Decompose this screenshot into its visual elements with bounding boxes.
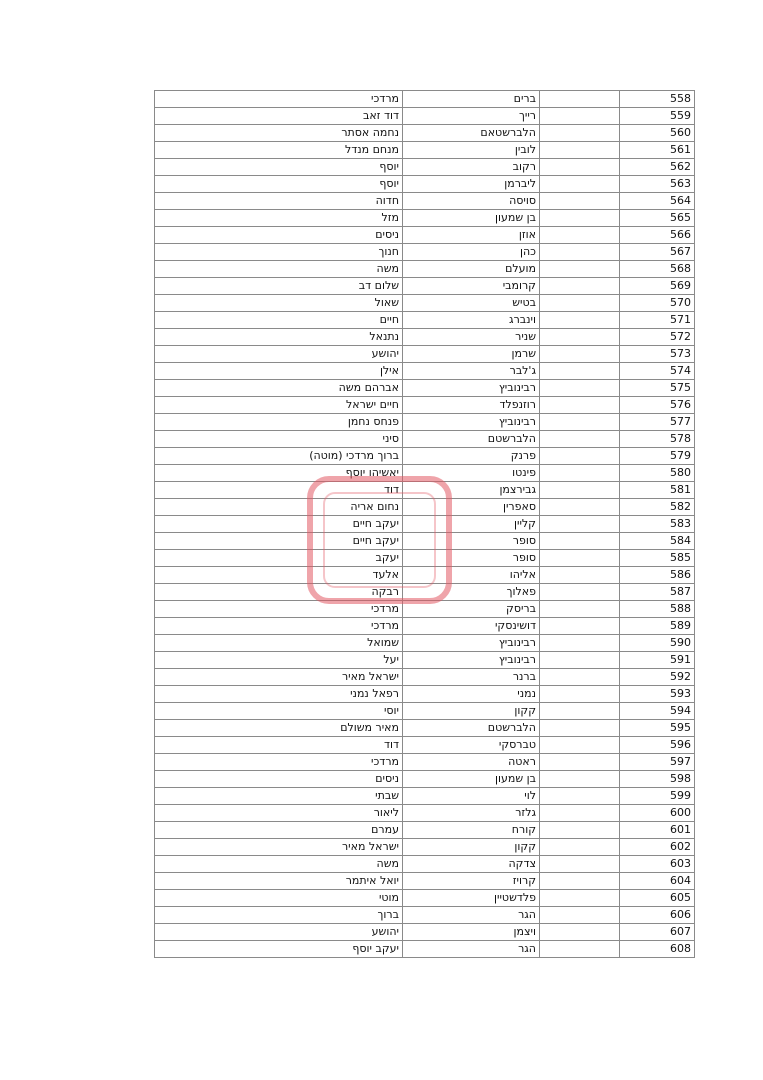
first-name-cell: ליאור (155, 805, 403, 822)
empty-cell (540, 567, 620, 584)
row-number-cell: 593 (620, 686, 695, 703)
empty-cell (540, 771, 620, 788)
table-row (155, 669, 695, 686)
row-number-cell: 587 (620, 584, 695, 601)
row-number-cell: 558 (620, 91, 695, 108)
row-number-cell: 602 (620, 839, 695, 856)
table-row (155, 380, 695, 397)
last-name-cell: רבינוביץ (403, 380, 540, 397)
row-number-cell: 571 (620, 312, 695, 329)
last-name-cell: מועלם (403, 261, 540, 278)
first-name-cell: יעל (155, 652, 403, 669)
last-name-cell: כהן (403, 244, 540, 261)
first-name-cell: מנחם מנדל (155, 142, 403, 159)
first-name-cell: מאיר משולם (155, 720, 403, 737)
table-row (155, 822, 695, 839)
empty-cell (540, 499, 620, 516)
row-number-cell: 597 (620, 754, 695, 771)
table-row (155, 601, 695, 618)
row-number-cell: 562 (620, 159, 695, 176)
last-name-cell: סויסה (403, 193, 540, 210)
last-name-cell: גלזר (403, 805, 540, 822)
first-name-cell: ישראל מאיר (155, 669, 403, 686)
empty-cell (540, 363, 620, 380)
row-number-cell: 601 (620, 822, 695, 839)
first-name-cell: יעקב חיים (155, 516, 403, 533)
empty-cell (540, 176, 620, 193)
empty-cell (540, 108, 620, 125)
row-number-cell: 596 (620, 737, 695, 754)
last-name-cell: ברנר (403, 669, 540, 686)
first-name-cell: שמואל (155, 635, 403, 652)
last-name-cell: פינטו (403, 465, 540, 482)
last-name-cell: נמני (403, 686, 540, 703)
row-number-cell: 565 (620, 210, 695, 227)
table-row (155, 567, 695, 584)
table-row (155, 941, 695, 958)
last-name-cell: קקון (403, 839, 540, 856)
last-name-cell: גבירצמן (403, 482, 540, 499)
last-name-cell: סאפרין (403, 499, 540, 516)
empty-cell (540, 890, 620, 907)
table-row (155, 159, 695, 176)
table-row (155, 686, 695, 703)
table-row (155, 261, 695, 278)
first-name-cell: מרדכי (155, 618, 403, 635)
empty-cell (540, 125, 620, 142)
last-name-cell: לובין (403, 142, 540, 159)
row-number-cell: 568 (620, 261, 695, 278)
table-row (155, 312, 695, 329)
first-name-cell: יהושע (155, 346, 403, 363)
first-name-cell: מרדכי (155, 601, 403, 618)
row-number-cell: 585 (620, 550, 695, 567)
table-row (155, 907, 695, 924)
last-name-cell: בן שמעון (403, 210, 540, 227)
table-row (155, 346, 695, 363)
table-row (155, 635, 695, 652)
empty-cell (540, 669, 620, 686)
table-row (155, 108, 695, 125)
row-number-cell: 561 (620, 142, 695, 159)
last-name-cell: סופר (403, 550, 540, 567)
first-name-cell: נחום אריה (155, 499, 403, 516)
table-row (155, 448, 695, 465)
row-number-cell: 604 (620, 873, 695, 890)
table-row (155, 227, 695, 244)
row-number-cell: 603 (620, 856, 695, 873)
first-name-cell: חנוך (155, 244, 403, 261)
first-name-cell: נחמה אסתר (155, 125, 403, 142)
last-name-cell: טברסקי (403, 737, 540, 754)
first-name-cell: פנחס נחמן (155, 414, 403, 431)
first-name-cell: מרדכי (155, 754, 403, 771)
first-name-cell: ניסים (155, 227, 403, 244)
last-name-cell: שניר (403, 329, 540, 346)
last-name-cell: הלברשטם (403, 720, 540, 737)
table-row (155, 771, 695, 788)
table-row (155, 533, 695, 550)
last-name-cell: ליברמן (403, 176, 540, 193)
table-row (155, 584, 695, 601)
empty-cell (540, 91, 620, 108)
last-name-cell: רבינוביץ (403, 414, 540, 431)
first-name-cell: אלעד (155, 567, 403, 584)
empty-cell (540, 822, 620, 839)
last-name-cell: ויצמן (403, 924, 540, 941)
empty-cell (540, 584, 620, 601)
table-row (155, 176, 695, 193)
first-name-cell: שבתי (155, 788, 403, 805)
table-row (155, 193, 695, 210)
first-name-cell: יעקב יוסף (155, 941, 403, 958)
last-name-cell: קקון (403, 703, 540, 720)
last-name-cell: רקוב (403, 159, 540, 176)
first-name-cell: יוסף (155, 176, 403, 193)
last-name-cell: קליין (403, 516, 540, 533)
row-number-cell: 579 (620, 448, 695, 465)
first-name-cell: מרדכי (155, 91, 403, 108)
empty-cell (540, 295, 620, 312)
table-row (155, 890, 695, 907)
table-row (155, 703, 695, 720)
first-name-cell: יוסף (155, 159, 403, 176)
row-number-cell: 576 (620, 397, 695, 414)
row-number-cell: 589 (620, 618, 695, 635)
first-name-cell: חיים (155, 312, 403, 329)
empty-cell (540, 244, 620, 261)
empty-cell (540, 312, 620, 329)
row-number-cell: 564 (620, 193, 695, 210)
empty-cell (540, 346, 620, 363)
row-number-cell: 600 (620, 805, 695, 822)
row-number-cell: 586 (620, 567, 695, 584)
last-name-cell: רבינוביץ (403, 635, 540, 652)
empty-cell (540, 329, 620, 346)
first-name-cell: יואל איתמר (155, 873, 403, 890)
last-name-cell: צדקה (403, 856, 540, 873)
table-row (155, 397, 695, 414)
row-number-cell: 608 (620, 941, 695, 958)
row-number-cell: 595 (620, 720, 695, 737)
empty-cell (540, 533, 620, 550)
empty-cell (540, 465, 620, 482)
table-row (155, 550, 695, 567)
empty-cell (540, 686, 620, 703)
row-number-cell: 588 (620, 601, 695, 618)
first-name-cell: עמרם (155, 822, 403, 839)
row-number-cell: 606 (620, 907, 695, 924)
last-name-cell: אוזן (403, 227, 540, 244)
last-name-cell: אליהו (403, 567, 540, 584)
table-row (155, 329, 695, 346)
empty-cell (540, 482, 620, 499)
last-name-cell: רייך (403, 108, 540, 125)
last-name-cell: ברים (403, 91, 540, 108)
empty-cell (540, 754, 620, 771)
empty-cell (540, 550, 620, 567)
empty-cell (540, 873, 620, 890)
last-name-cell: קורח (403, 822, 540, 839)
last-name-cell: ראטה (403, 754, 540, 771)
row-number-cell: 599 (620, 788, 695, 805)
first-name-cell: שאול (155, 295, 403, 312)
empty-cell (540, 380, 620, 397)
first-name-cell: מוטי (155, 890, 403, 907)
table-row (155, 482, 695, 499)
row-number-cell: 573 (620, 346, 695, 363)
last-name-cell: הגר (403, 907, 540, 924)
first-name-cell: משה (155, 261, 403, 278)
table-row (155, 924, 695, 941)
last-name-cell: הגר (403, 941, 540, 958)
row-number-cell: 560 (620, 125, 695, 142)
row-number-cell: 577 (620, 414, 695, 431)
first-name-cell: יאשיהו יוסף (155, 465, 403, 482)
empty-cell (540, 516, 620, 533)
empty-cell (540, 159, 620, 176)
table-row (155, 363, 695, 380)
table-row (155, 754, 695, 771)
last-name-cell: לוי (403, 788, 540, 805)
last-name-cell: שרמן (403, 346, 540, 363)
empty-cell (540, 839, 620, 856)
empty-cell (540, 703, 620, 720)
row-number-cell: 591 (620, 652, 695, 669)
row-number-cell: 605 (620, 890, 695, 907)
empty-cell (540, 227, 620, 244)
table-row (155, 516, 695, 533)
table-row (155, 618, 695, 635)
first-name-cell: נתנאל (155, 329, 403, 346)
empty-cell (540, 737, 620, 754)
last-name-cell: רבינוביץ (403, 652, 540, 669)
empty-cell (540, 414, 620, 431)
table-row (155, 278, 695, 295)
first-name-cell: משה (155, 856, 403, 873)
last-name-cell: פאלוך (403, 584, 540, 601)
empty-cell (540, 601, 620, 618)
first-name-cell: חדוה (155, 193, 403, 210)
table-row (155, 414, 695, 431)
row-number-cell: 569 (620, 278, 695, 295)
table-row (155, 244, 695, 261)
empty-cell (540, 720, 620, 737)
empty-cell (540, 941, 620, 958)
names-table-body (155, 91, 695, 958)
empty-cell (540, 652, 620, 669)
table-row (155, 788, 695, 805)
first-name-cell: שלום דב (155, 278, 403, 295)
row-number-cell: 578 (620, 431, 695, 448)
empty-cell (540, 907, 620, 924)
last-name-cell: ג'לבר (403, 363, 540, 380)
row-number-cell: 570 (620, 295, 695, 312)
last-name-cell: בן שמעון (403, 771, 540, 788)
empty-cell (540, 142, 620, 159)
table-row (155, 125, 695, 142)
first-name-cell: מזל (155, 210, 403, 227)
table-row (155, 91, 695, 108)
empty-cell (540, 431, 620, 448)
first-name-cell: דוד (155, 482, 403, 499)
table-row (155, 856, 695, 873)
names-table (154, 90, 695, 958)
first-name-cell: ברוך (155, 907, 403, 924)
last-name-cell: סופר (403, 533, 540, 550)
table-row (155, 465, 695, 482)
first-name-cell: יעקב (155, 550, 403, 567)
row-number-cell: 607 (620, 924, 695, 941)
first-name-cell: יוסי (155, 703, 403, 720)
last-name-cell: בריסק (403, 601, 540, 618)
first-name-cell: יהושע (155, 924, 403, 941)
row-number-cell: 582 (620, 499, 695, 516)
row-number-cell: 574 (620, 363, 695, 380)
empty-cell (540, 397, 620, 414)
table-row (155, 839, 695, 856)
first-name-cell: רפאל נמני (155, 686, 403, 703)
last-name-cell: הלברשטם (403, 431, 540, 448)
last-name-cell: פלדשטיין (403, 890, 540, 907)
row-number-cell: 566 (620, 227, 695, 244)
table-row (155, 210, 695, 227)
empty-cell (540, 278, 620, 295)
first-name-cell: ברוך מרדכי (מוטה) (155, 448, 403, 465)
table-row (155, 295, 695, 312)
last-name-cell: רוזנפלד (403, 397, 540, 414)
row-number-cell: 580 (620, 465, 695, 482)
row-number-cell: 567 (620, 244, 695, 261)
table-row (155, 431, 695, 448)
table-row (155, 737, 695, 754)
first-name-cell: יעקב חיים (155, 533, 403, 550)
first-name-cell: אילן (155, 363, 403, 380)
last-name-cell: קרויז (403, 873, 540, 890)
table-row (155, 873, 695, 890)
row-number-cell: 592 (620, 669, 695, 686)
empty-cell (540, 448, 620, 465)
empty-cell (540, 805, 620, 822)
first-name-cell: ישראל מאיר (155, 839, 403, 856)
table-row (155, 499, 695, 516)
row-number-cell: 572 (620, 329, 695, 346)
row-number-cell: 559 (620, 108, 695, 125)
last-name-cell: בטיש (403, 295, 540, 312)
last-name-cell: הלברשטאם (403, 125, 540, 142)
empty-cell (540, 788, 620, 805)
last-name-cell: פרנק (403, 448, 540, 465)
table-row (155, 805, 695, 822)
row-number-cell: 590 (620, 635, 695, 652)
first-name-cell: דוד זאב (155, 108, 403, 125)
first-name-cell: דוד (155, 737, 403, 754)
table-row (155, 142, 695, 159)
row-number-cell: 584 (620, 533, 695, 550)
empty-cell (540, 618, 620, 635)
first-name-cell: רבקה (155, 584, 403, 601)
empty-cell (540, 193, 620, 210)
table-row (155, 652, 695, 669)
empty-cell (540, 210, 620, 227)
row-number-cell: 563 (620, 176, 695, 193)
first-name-cell: אברהם משה (155, 380, 403, 397)
row-number-cell: 598 (620, 771, 695, 788)
empty-cell (540, 261, 620, 278)
empty-cell (540, 924, 620, 941)
row-number-cell: 583 (620, 516, 695, 533)
table-row (155, 720, 695, 737)
row-number-cell: 581 (620, 482, 695, 499)
last-name-cell: וינברג (403, 312, 540, 329)
first-name-cell: ניסים (155, 771, 403, 788)
empty-cell (540, 635, 620, 652)
last-name-cell: דושינסקי (403, 618, 540, 635)
first-name-cell: סיני (155, 431, 403, 448)
row-number-cell: 594 (620, 703, 695, 720)
row-number-cell: 575 (620, 380, 695, 397)
last-name-cell: קרומבי (403, 278, 540, 295)
first-name-cell: חיים ישראל (155, 397, 403, 414)
empty-cell (540, 856, 620, 873)
